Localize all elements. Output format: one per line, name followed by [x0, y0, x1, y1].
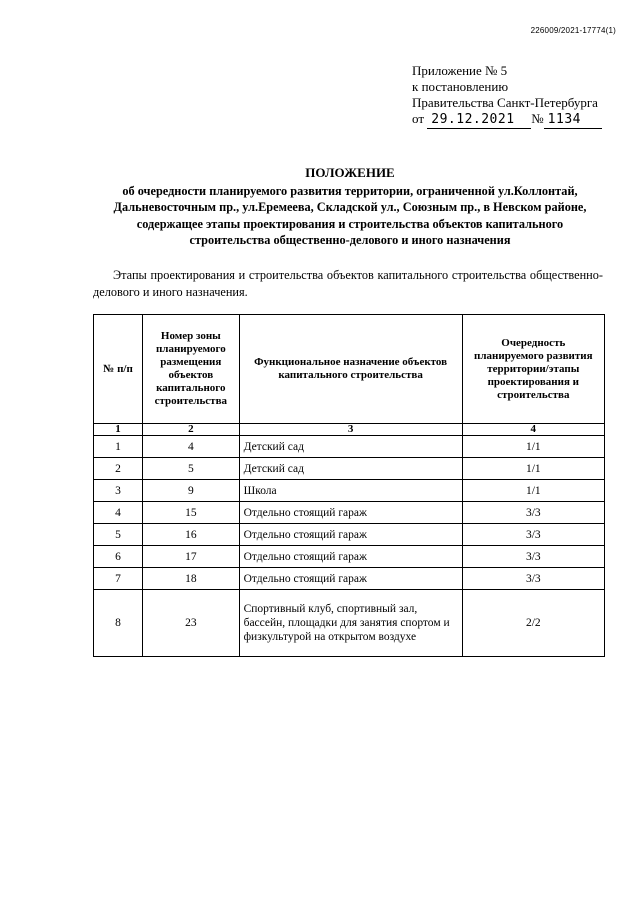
column-number: 1	[94, 424, 143, 436]
row-number: 4	[94, 502, 143, 524]
purpose-cell: Отдельно стоящий гараж	[239, 524, 462, 546]
order-cell: 3/3	[462, 524, 604, 546]
order-cell: 3/3	[462, 546, 604, 568]
order-cell: 3/3	[462, 502, 604, 524]
appendix-line-1: Приложение № 5	[412, 63, 508, 78]
table-row	[94, 502, 605, 524]
zone-number: 4	[143, 436, 240, 458]
document-registration-number: 226009/2021-17774(1)	[530, 26, 616, 35]
purpose-cell: Спортивный клуб, спортивный зал, бассейн, площадки для занятия спортом и физкультурой на открытом воздухе	[239, 590, 462, 657]
document-heading: ПОЛОЖЕНИЕ	[305, 165, 395, 180]
purpose-cell: Отдельно стоящий гараж	[239, 502, 462, 524]
appendix-line-3: Правительства Санкт-Петербурга	[412, 95, 598, 110]
zone-number: 5	[143, 458, 240, 480]
number-prefix: №	[531, 111, 544, 126]
zone-number: 16	[143, 524, 240, 546]
column-number: 2	[143, 424, 240, 436]
header-number: № п/п	[94, 315, 143, 424]
header-purpose: Функциональное назначение объектов капитального строительства	[239, 315, 462, 424]
table-row	[94, 568, 605, 590]
row-number: 3	[94, 480, 143, 502]
purpose-cell: Школа	[239, 480, 462, 502]
document-subtitle: об очередности планируемого развития территории, ограниченной ул.Коллонтай, Дальневосточным пр., ул.Еремеева, Складской ул., Союзным пр., в Невском районе, содержащее этапы проектирования и строительства объектов капитального строительства общественно-делового и иного назначения	[113, 183, 587, 247]
order-cell: 1/1	[462, 458, 604, 480]
column-number: 3	[239, 424, 462, 436]
row-number: 5	[94, 524, 143, 546]
row-number: 6	[94, 546, 143, 568]
zone-number: 17	[143, 546, 240, 568]
purpose-cell: Отдельно стоящий гараж	[239, 568, 462, 590]
intro-paragraph: Этапы проектирования и строительства объектов капитального строительства общественно-делового и иного назначения.	[93, 268, 603, 299]
purpose-cell: Детский сад	[239, 436, 462, 458]
zone-number: 9	[143, 480, 240, 502]
table-row	[94, 524, 605, 546]
order-cell: 1/1	[462, 480, 604, 502]
column-number: 4	[462, 424, 604, 436]
table-row	[94, 458, 605, 480]
zone-number: 18	[143, 568, 240, 590]
table-column-number-row	[94, 424, 605, 436]
appendix-date-line	[412, 111, 602, 129]
document-title-block	[95, 165, 605, 249]
zone-number: 23	[143, 590, 240, 657]
date-prefix: от	[412, 111, 425, 126]
purpose-cell: Детский сад	[239, 458, 462, 480]
resolution-number: 1134	[544, 112, 602, 129]
stages-table	[93, 314, 605, 657]
zone-number: 15	[143, 502, 240, 524]
row-number: 7	[94, 568, 143, 590]
order-cell: 3/3	[462, 568, 604, 590]
appendix-block	[412, 63, 602, 129]
table-row	[94, 436, 605, 458]
order-cell: 2/2	[462, 590, 604, 657]
row-number: 1	[94, 436, 143, 458]
header-zone: Номер зоны планируемого размещения объектов капитального строительства	[143, 315, 240, 424]
header-order: Очередность планируемого развития территории/этапы проектирования и строительства	[462, 315, 604, 424]
resolution-date: 29.12.2021	[427, 112, 531, 129]
row-number: 2	[94, 458, 143, 480]
order-cell: 1/1	[462, 436, 604, 458]
table-row	[94, 480, 605, 502]
table-header-row	[94, 315, 605, 424]
purpose-cell: Отдельно стоящий гараж	[239, 546, 462, 568]
appendix-line-2: к постановлению	[412, 79, 509, 94]
row-number: 8	[94, 590, 143, 657]
table-row	[94, 590, 605, 657]
table-row	[94, 546, 605, 568]
